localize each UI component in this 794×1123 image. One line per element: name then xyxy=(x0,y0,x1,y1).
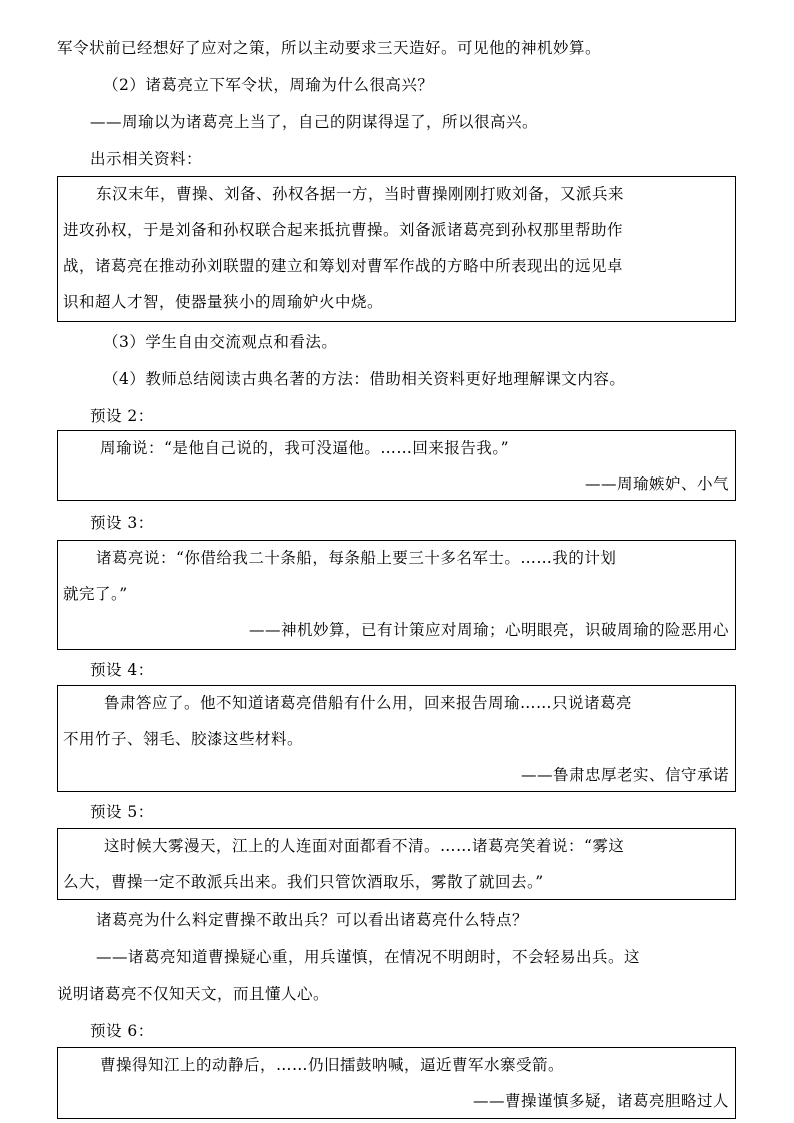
preset-4-box xyxy=(57,685,736,792)
quote-text: 周瑜说：“是他自己说的，我可没逼他。……回来报告我。” xyxy=(100,439,510,457)
quote-text: 就完了。” xyxy=(63,585,128,603)
preset-3-label: 预设 3： xyxy=(90,514,154,532)
quote-text: 鲁肃答应了。他不知道诸葛亮借船有什么用，回来报告周瑜……只说诸葛亮 xyxy=(104,694,633,712)
quote-note: ——神机妙算，已有计策应对周瑜；心明眼亮，识破周瑜的险恶用心 xyxy=(248,621,729,639)
quote-text: 诸葛亮说：“你借给我二十条船，每条船上要三十多名军士。……我的计划 xyxy=(96,549,617,567)
material-line: 战，诸葛亮在推动孙刘联盟的建立和筹划对曹军作战的方略中所表现出的远见卓 xyxy=(63,257,624,275)
material-line: 东汉末年，曹操、刘备、孙权各据一方，当时曹操刚刚打败刘备，又派兵来 xyxy=(96,185,625,203)
quote-text: 曹操得知江上的动静后，……仍旧擂鼓呐喊，逼近曹军水寨受箭。 xyxy=(100,1056,565,1074)
step-3: （3）学生自由交流观点和看法。 xyxy=(103,333,338,351)
question-5: 诸葛亮为什么料定曹操不敢出兵？可以看出诸葛亮什么特点？ xyxy=(96,911,529,929)
preset-6-box xyxy=(57,1047,736,1119)
step-4: （4）教师总结阅读古典名著的方法：借助相关资料更好地理解课文内容。 xyxy=(103,370,626,388)
quote-text: 这时候大雾漫天，江上的人连面对面都看不清。……诸葛亮笑着说：“雾这 xyxy=(104,837,625,855)
material-line: 进攻孙权，于是刘备和孙权联合起来抵抗曹操。刘备派诸葛亮到孙权那里帮助作 xyxy=(63,221,624,239)
preset-2-label: 预设 2： xyxy=(90,407,154,425)
preset-4-label: 预设 4： xyxy=(90,661,154,679)
quote-text: 不用竹子、翎毛、胶漆这些材料。 xyxy=(63,730,304,748)
quote-note: ——鲁肃忠厚老实、信守承诺 xyxy=(520,766,729,784)
answer-5-cont: 说明诸葛亮不仅知天文，而且懂人心。 xyxy=(57,985,330,1003)
preset-5-label: 预设 5： xyxy=(90,803,154,821)
question-2: （2）诸葛亮立下军令状，周瑜为什么很高兴？ xyxy=(103,76,434,94)
material-heading: 出示相关资料： xyxy=(90,150,203,168)
answer-2: ——周瑜以为诸葛亮上当了，自己的阴谋得逞了，所以很高兴。 xyxy=(90,113,539,131)
preset-6-label: 预设 6： xyxy=(90,1022,154,1040)
preset-2-box xyxy=(57,430,736,501)
material-box xyxy=(57,176,736,322)
text-line: 军令状前已经想好了应对之策，所以主动要求三天造好。可见他的神机妙算。 xyxy=(57,39,602,57)
preset-5-box xyxy=(57,828,736,900)
quote-text: 么大，曹操一定不敢派兵出来。我们只管饮酒取乐，雾散了就回去。” xyxy=(63,873,544,891)
quote-note: ——周瑜嫉妒、小气 xyxy=(584,475,729,493)
answer-5: ——诸葛亮知道曹操疑心重，用兵谨慎，在情况不明朗时，不会轻易出兵。这 xyxy=(96,948,641,966)
preset-3-box xyxy=(57,540,736,650)
material-line: 识和超人才智，使器量狭小的周瑜妒火中烧。 xyxy=(63,293,384,311)
quote-note: ——曹操谨慎多疑，诸葛亮胆略过人 xyxy=(472,1092,729,1110)
